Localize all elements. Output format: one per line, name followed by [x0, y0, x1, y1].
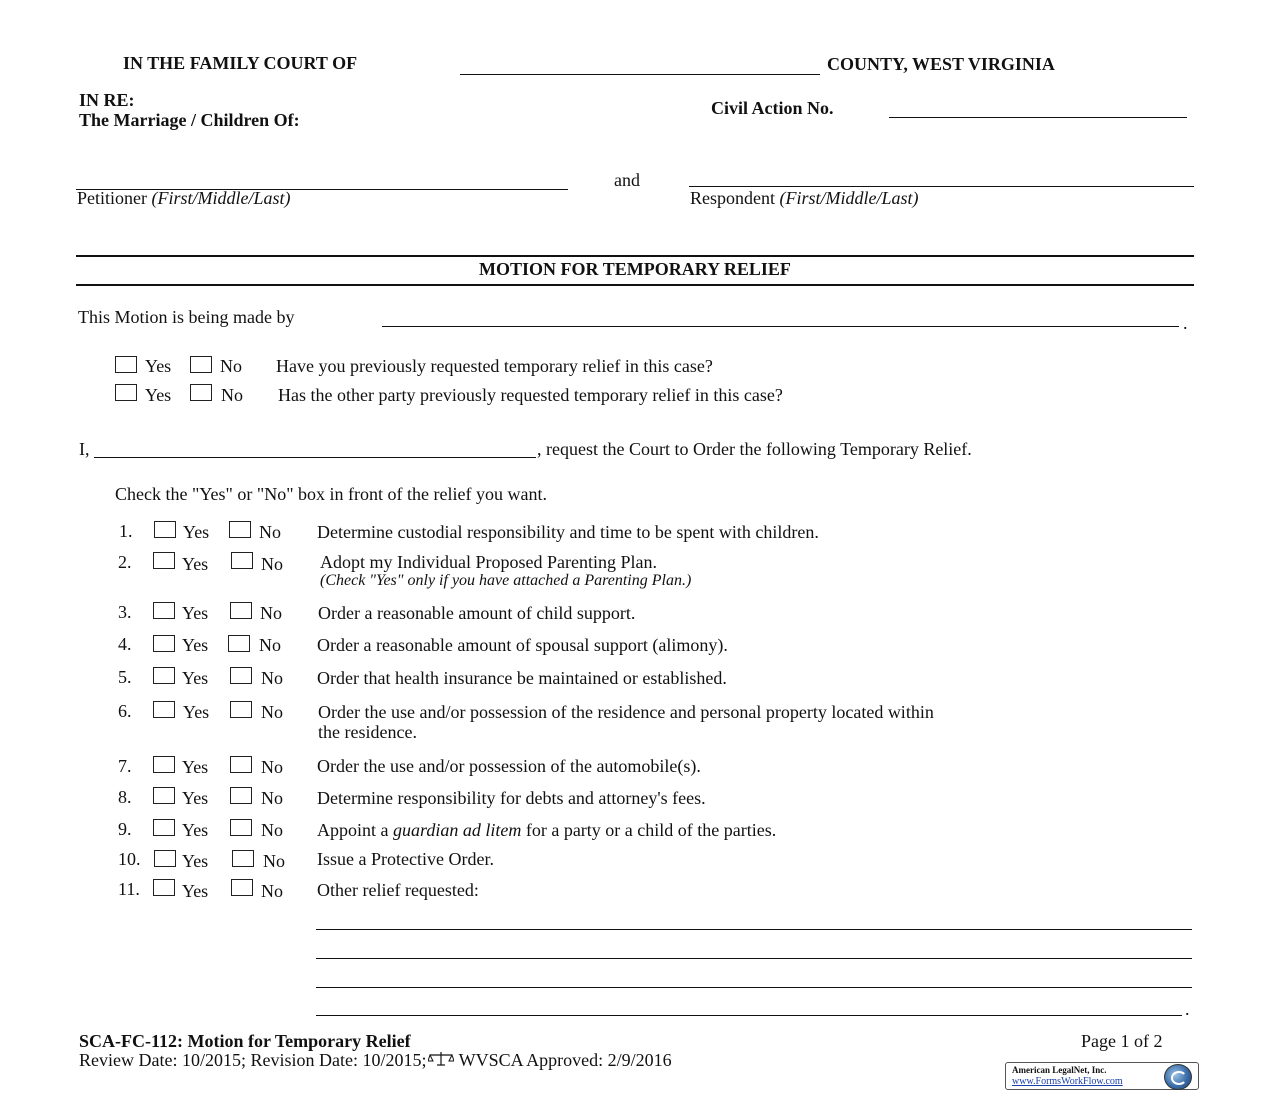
- item-4-no-checkbox[interactable]: [228, 635, 250, 652]
- item-4-text: Order a reasonable amount of spousal support (alimony).: [317, 635, 728, 655]
- item-2-no-label: No: [261, 554, 283, 574]
- item-1-no-checkbox[interactable]: [229, 521, 251, 538]
- item-9-text-post: for a party or a child of the parties.: [521, 820, 777, 840]
- item-2-yes-label: Yes: [182, 554, 209, 574]
- item-5-no-label: No: [261, 668, 283, 688]
- item-10-no-label: No: [263, 851, 285, 871]
- item-11-no-label: No: [261, 881, 283, 901]
- item-6-text-cont: the residence.: [318, 722, 417, 742]
- petitioner-hint: (First/Middle/Last): [151, 188, 291, 208]
- item-8-no-checkbox[interactable]: [230, 787, 252, 804]
- item-9-no-checkbox[interactable]: [230, 819, 252, 836]
- request-suffix: , request the Court to Order the following Temporary Relief.: [537, 439, 972, 459]
- item-8-yes-checkbox[interactable]: [153, 787, 175, 804]
- made-by-label: This Motion is being made by: [78, 307, 295, 327]
- item-4-yes-label: Yes: [182, 635, 209, 655]
- item-5-no-checkbox[interactable]: [230, 667, 252, 684]
- made-by-field[interactable]: [382, 326, 1179, 327]
- in-re-label: IN RE:: [79, 90, 135, 110]
- item-5-number: 5.: [118, 667, 132, 687]
- item-2-text: Adopt my Individual Proposed Parenting Plan.: [320, 552, 657, 572]
- prior-q1-no-label: No: [220, 356, 242, 376]
- respondent-hint: (First/Middle/Last): [779, 188, 919, 208]
- logo-company-name: American LegalNet, Inc.: [1012, 1065, 1107, 1075]
- scales-icon: [428, 1051, 454, 1072]
- prior-q2-yes-checkbox[interactable]: [115, 384, 137, 401]
- item-2-yes-checkbox[interactable]: [153, 552, 175, 569]
- item-6-no-checkbox[interactable]: [230, 701, 252, 718]
- item-4-no-label: No: [259, 635, 281, 655]
- instruction-text: Check the "Yes" or "No" box in front of the relief you want.: [115, 484, 547, 504]
- form-id: SCA-FC-112: Motion for Temporary Relief: [79, 1031, 411, 1051]
- item-3-yes-checkbox[interactable]: [153, 602, 175, 619]
- item-5-yes-checkbox[interactable]: [153, 667, 175, 684]
- prior-q2-yes-label: Yes: [145, 385, 172, 405]
- item-6-yes-label: Yes: [183, 702, 210, 722]
- document-title: MOTION FOR TEMPORARY RELIEF: [479, 259, 791, 279]
- item-11-number: 11.: [118, 879, 140, 899]
- item-9-number: 9.: [118, 819, 132, 839]
- item-7-yes-label: Yes: [182, 757, 209, 777]
- item-3-yes-label: Yes: [182, 603, 209, 623]
- page-number: Page 1 of 2: [1081, 1031, 1163, 1051]
- item-8-text: Determine responsibility for debts and attorney's fees.: [317, 788, 706, 808]
- item-7-yes-checkbox[interactable]: [153, 756, 175, 773]
- item-2-number: 2.: [118, 552, 132, 572]
- prior-q1-no-checkbox[interactable]: [190, 356, 212, 373]
- item-7-no-checkbox[interactable]: [230, 756, 252, 773]
- prior-q2-no-checkbox[interactable]: [190, 384, 212, 401]
- review-text: Review Date: 10/2015; Revision Date: 10/2015;: [79, 1050, 427, 1070]
- and-text: and: [614, 170, 640, 190]
- item-3-no-label: No: [260, 603, 282, 623]
- item-5-text: Order that health insurance be maintained or established.: [317, 668, 727, 688]
- item-2-note: (Check "Yes" only if you have attached a Parenting Plan.): [320, 572, 692, 589]
- item-7-text: Order the use and/or possession of the automobile(s).: [317, 756, 701, 776]
- petitioner-label: [77, 188, 291, 209]
- item-6-yes-checkbox[interactable]: [153, 701, 175, 718]
- item-10-number: 10.: [118, 849, 141, 869]
- item-11-text: Other relief requested:: [317, 880, 479, 900]
- item-8-yes-label: Yes: [182, 788, 209, 808]
- title-rule-bottom: [76, 284, 1194, 286]
- county-name-field[interactable]: [460, 74, 820, 75]
- other-relief-line-2[interactable]: [316, 958, 1192, 959]
- item-11-yes-checkbox[interactable]: [153, 879, 175, 896]
- item-9-no-label: No: [261, 820, 283, 840]
- prior-q1-yes-checkbox[interactable]: [115, 356, 137, 373]
- item-7-number: 7.: [118, 756, 132, 776]
- prior-q1-question: Have you previously requested temporary relief in this case?: [276, 356, 713, 376]
- item-6-no-label: No: [261, 702, 283, 722]
- item-10-yes-checkbox[interactable]: [154, 850, 176, 867]
- item-10-no-checkbox[interactable]: [232, 850, 254, 867]
- item-2-no-checkbox[interactable]: [231, 552, 253, 569]
- requester-name-field[interactable]: [94, 457, 536, 458]
- county-suffix: COUNTY, WEST VIRGINIA: [827, 54, 1055, 74]
- item-8-number: 8.: [118, 787, 132, 807]
- item-3-text: Order a reasonable amount of child support.: [318, 603, 636, 623]
- globe-icon: [1164, 1064, 1192, 1090]
- request-prefix: I,: [79, 439, 90, 459]
- respondent-name-field[interactable]: [689, 186, 1194, 187]
- civil-action-label: Civil Action No.: [711, 98, 834, 118]
- prior-q2-question: Has the other party previously requested temporary relief in this case?: [278, 385, 783, 405]
- item-3-number: 3.: [118, 602, 132, 622]
- legalnet-logo[interactable]: [1005, 1062, 1199, 1090]
- item-6-number: 6.: [118, 701, 132, 721]
- item-11-yes-label: Yes: [182, 881, 209, 901]
- item-5-yes-label: Yes: [182, 668, 209, 688]
- item-1-yes-label: Yes: [183, 522, 210, 542]
- court-prefix: IN THE FAMILY COURT OF: [123, 53, 358, 73]
- respondent-label-text: Respondent: [690, 188, 775, 208]
- review-revision-dates: [79, 1050, 672, 1072]
- item-7-no-label: No: [261, 757, 283, 777]
- other-relief-line-3[interactable]: [316, 987, 1192, 988]
- respondent-label: [690, 188, 919, 209]
- marriage-of-label: The Marriage / Children Of:: [79, 110, 300, 130]
- item-9-text: [317, 820, 776, 841]
- other-relief-period: .: [1185, 999, 1190, 1019]
- item-10-text: Issue a Protective Order.: [317, 849, 494, 869]
- item-4-number: 4.: [118, 634, 132, 654]
- item-1-yes-checkbox[interactable]: [154, 521, 176, 538]
- item-1-text: Determine custodial responsibility and time to be spent with children.: [317, 522, 819, 542]
- civil-action-number-field[interactable]: [889, 117, 1187, 118]
- item-9-yes-checkbox[interactable]: [153, 819, 175, 836]
- petitioner-label-text: Petitioner: [77, 188, 147, 208]
- item-9-yes-label: Yes: [182, 820, 209, 840]
- item-1-number: 1.: [119, 521, 133, 541]
- made-by-period: .: [1183, 313, 1188, 333]
- item-9-text-pre: Appoint a: [317, 820, 393, 840]
- title-rule-top: [76, 255, 1194, 257]
- item-4-yes-checkbox[interactable]: [153, 635, 175, 652]
- item-10-yes-label: Yes: [182, 851, 209, 871]
- item-3-no-checkbox[interactable]: [230, 602, 252, 619]
- item-9-text-em: guardian ad litem: [393, 820, 522, 840]
- approved-text: WVSCA Approved: 2/9/2016: [454, 1050, 672, 1070]
- other-relief-line-1[interactable]: [316, 929, 1192, 930]
- item-6-text: Order the use and/or possession of the residence and personal property located within: [318, 702, 934, 722]
- item-11-no-checkbox[interactable]: [231, 879, 253, 896]
- prior-q2-no-label: No: [221, 385, 243, 405]
- item-8-no-label: No: [261, 788, 283, 808]
- item-1-no-label: No: [259, 522, 281, 542]
- prior-q1-yes-label: Yes: [145, 356, 172, 376]
- other-relief-line-4[interactable]: [316, 1015, 1182, 1016]
- logo-url-link[interactable]: www.FormsWorkFlow.com: [1012, 1076, 1123, 1087]
